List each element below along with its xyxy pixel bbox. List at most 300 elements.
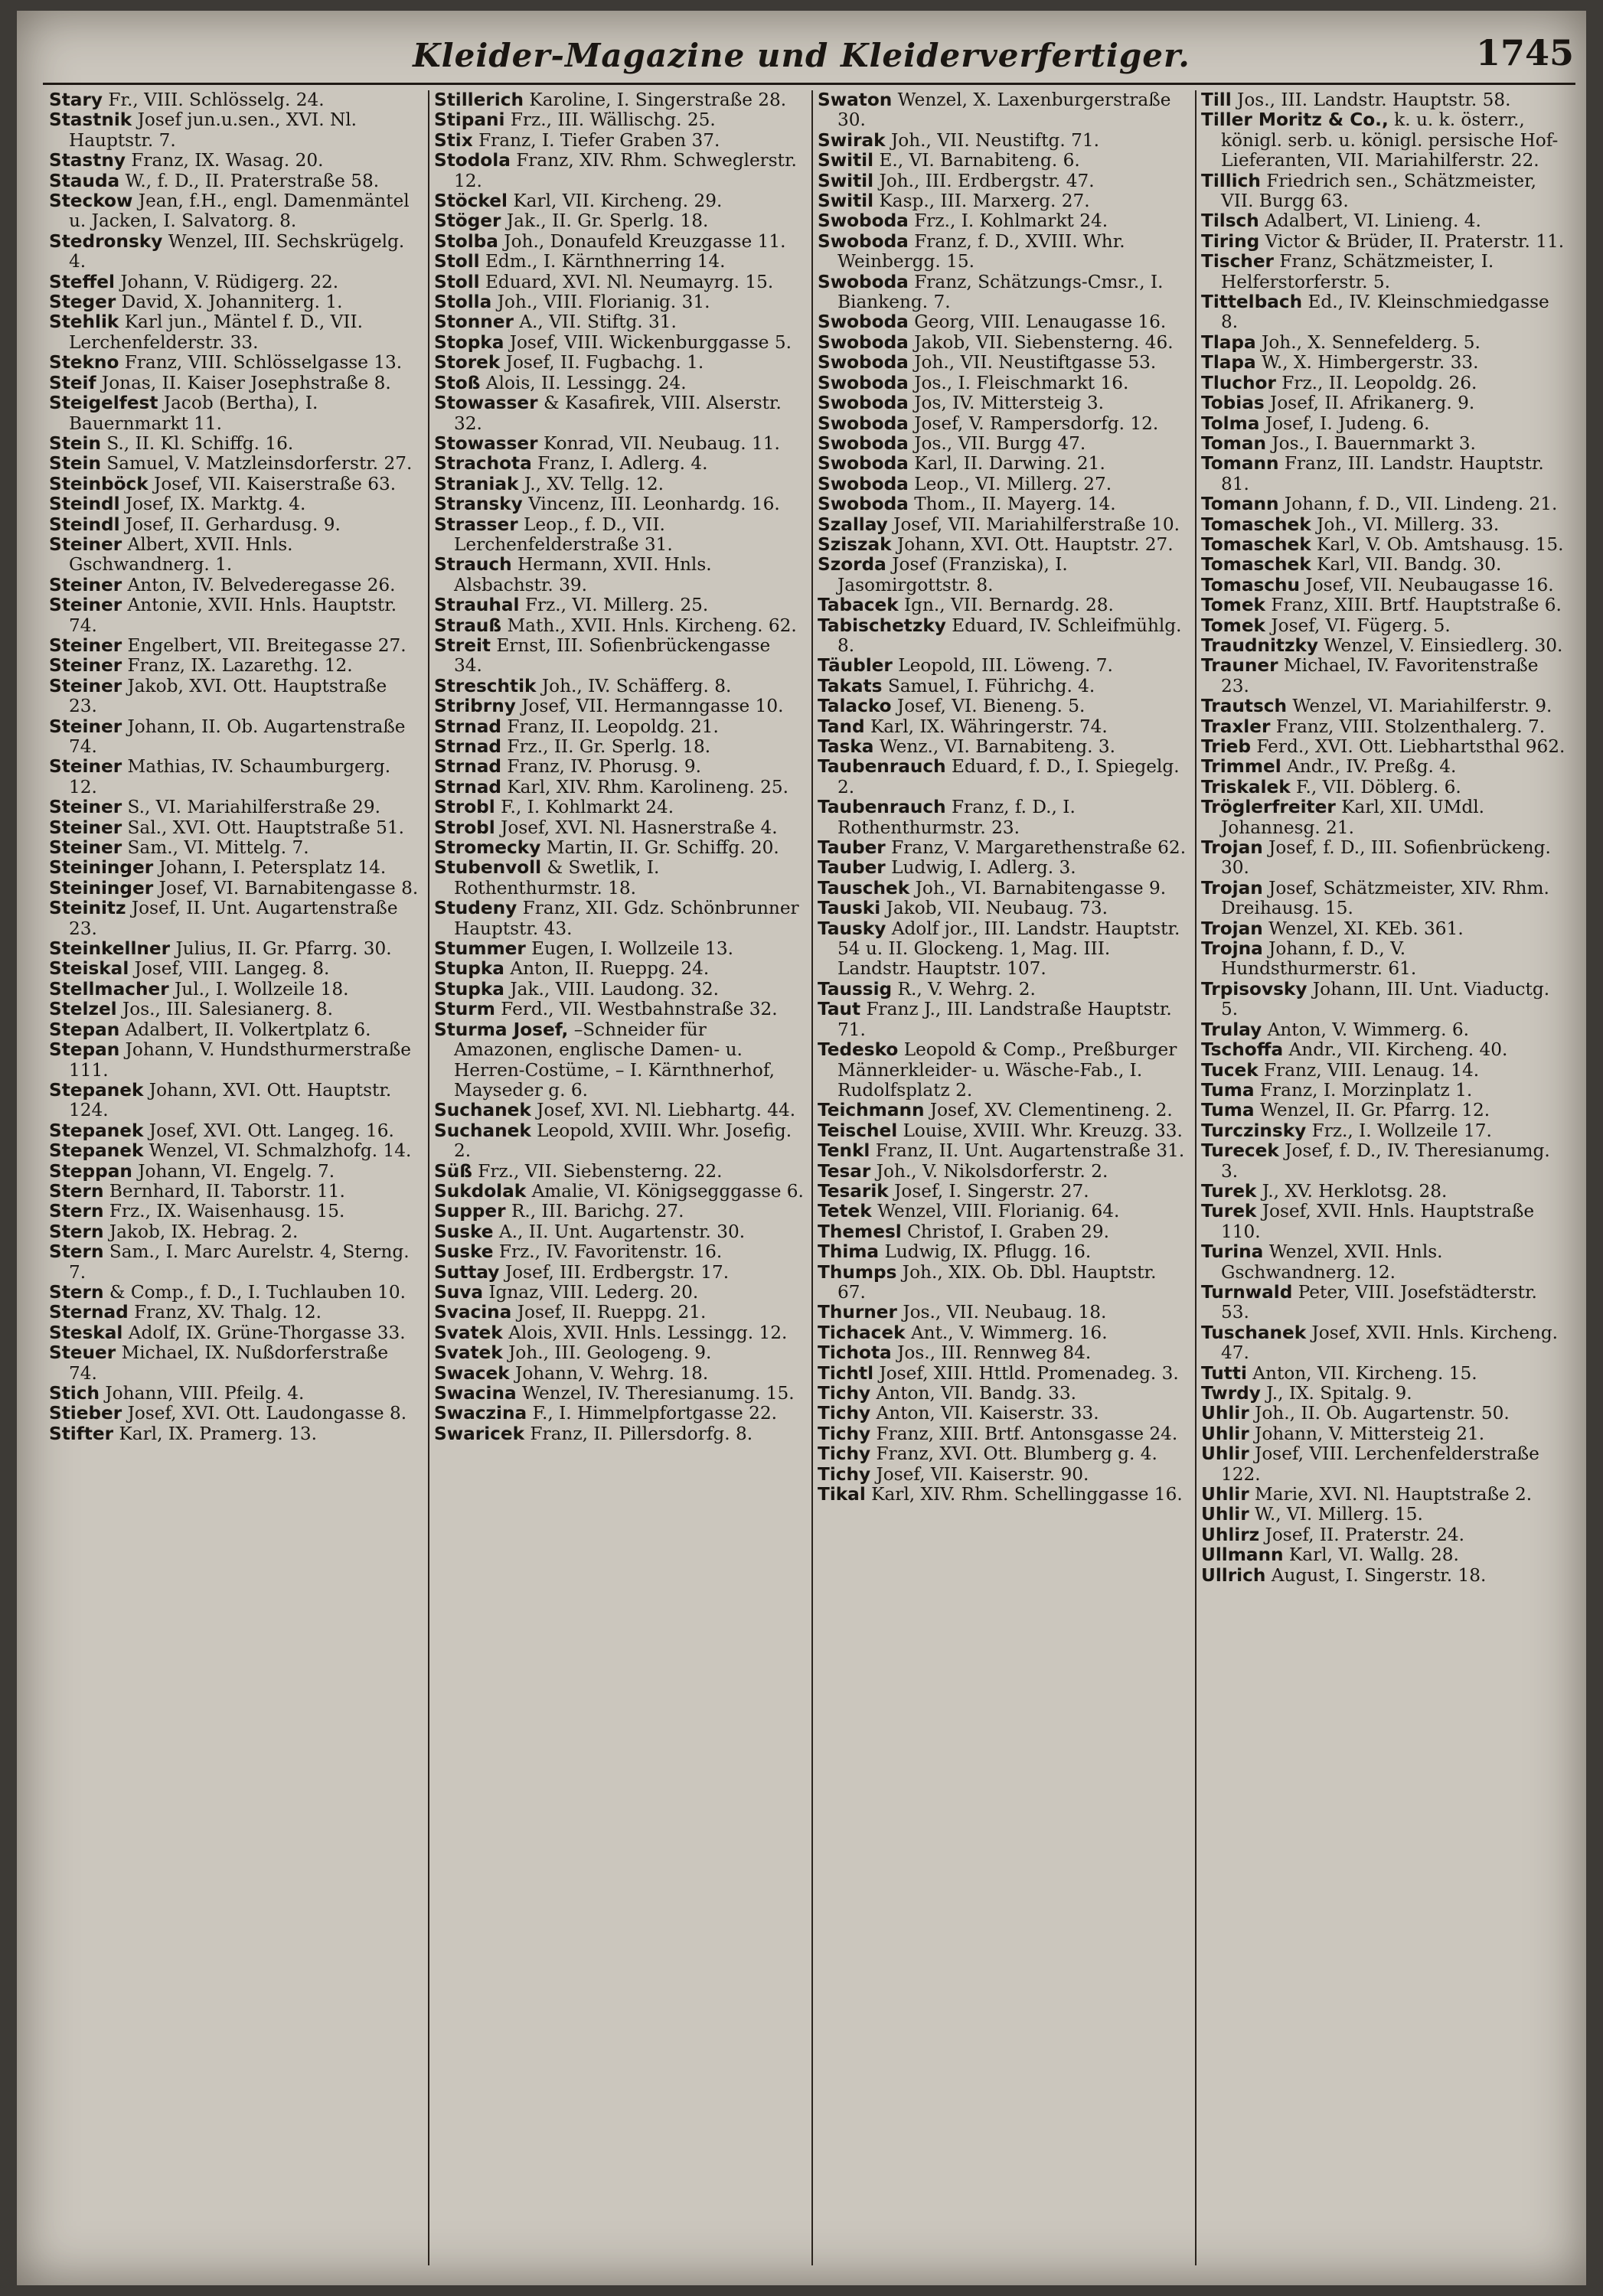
directory-entry <box>49 1182 420 1202</box>
directory-entry <box>49 879 420 899</box>
directory-entry <box>49 1222 420 1242</box>
directory-entry <box>818 1404 1187 1424</box>
directory-entry <box>434 1323 804 1343</box>
entry-name: Strnad <box>434 776 501 797</box>
entry-name: Tiring <box>1201 230 1260 252</box>
entry-name: Steckow <box>49 191 133 212</box>
directory-entry <box>818 555 1187 595</box>
entry-name: Tausky <box>818 918 886 939</box>
entry-details: Engelbert, VII. Breitegasse 27. <box>127 634 406 656</box>
directory-entry <box>434 1364 804 1384</box>
entry-details: Victor & Brüder, II. Praterstr. 11. <box>1265 230 1565 252</box>
directory-entry <box>434 131 804 151</box>
entry-name: Sziszak <box>818 533 892 555</box>
entry-name: Tauschek <box>818 877 910 899</box>
directory-entry <box>1201 778 1571 797</box>
entry-name: Tutti <box>1201 1362 1247 1384</box>
entry-name: Tauski <box>818 898 881 919</box>
directory-page <box>17 11 1586 2285</box>
entry-details: Jos, IV. Mittersteig 3. <box>914 393 1104 414</box>
entry-name: Steiner <box>49 797 122 818</box>
entry-details: Johann, V. Wehrg. 18. <box>515 1362 709 1384</box>
directory-entry <box>818 879 1187 899</box>
directory-entry <box>434 838 804 858</box>
entry-name: Switil <box>818 150 874 171</box>
entry-details: Eugen, I. Wollzeile 13. <box>531 938 733 960</box>
entry-name: Trpisovsky <box>1201 978 1308 1000</box>
entry-details: W., f. D., II. Praterstraße 58. <box>125 170 380 191</box>
entry-details: Johann, II. Ob. Augartenstraße 74. <box>69 716 406 757</box>
entry-details: R., III. Barichg. 27. <box>511 1201 684 1222</box>
entry-details: Wenzel, VI. Mariahilferstr. 9. <box>1292 696 1552 717</box>
entry-details: W., X. Himbergerstr. 33. <box>1262 352 1479 373</box>
entry-details: Leop., VI. Millerg. 27. <box>914 473 1112 494</box>
entry-name: Süß <box>434 1160 472 1182</box>
column-4 <box>1195 90 1579 2265</box>
directory-entry <box>1201 1525 1571 1545</box>
directory-entry <box>434 151 804 191</box>
entry-name: Tomek <box>1201 615 1265 636</box>
entry-name: Tomann <box>1201 494 1279 515</box>
entry-name: Stepanek <box>49 1079 144 1101</box>
entry-details: August, I. Singerstr. 18. <box>1271 1564 1487 1586</box>
entry-details: Johann, f. D., V. Hundsthurmerstr. 61. <box>1221 938 1417 980</box>
entry-name: Tauber <box>818 857 886 879</box>
entry-name: Stoll <box>434 271 480 292</box>
entry-details: Michael, IV. Favoritenstraße 23. <box>1221 655 1539 696</box>
directory-entry <box>434 1020 804 1101</box>
entry-details: Franz, XVI. Ott. Blumberg g. 4. <box>876 1443 1157 1465</box>
entry-name: Tomaschek <box>1201 533 1311 555</box>
directory-entry <box>818 1040 1187 1101</box>
directory-entry <box>1201 717 1571 737</box>
directory-entry <box>818 90 1187 131</box>
entry-details: Frz., IX. Waisenhausg. 15. <box>109 1201 345 1222</box>
entry-details: Josef, XV. Clementineng. 2. <box>929 1100 1173 1121</box>
entry-name: Stupka <box>434 958 504 980</box>
directory-entry <box>434 1384 804 1404</box>
entry-details: Karl, VII. Kircheng. 29. <box>513 191 723 212</box>
entry-details: Franz, VIII. Schlösselgasse 13. <box>124 352 403 373</box>
directory-entry <box>1201 1545 1571 1565</box>
directory-entry <box>434 555 804 595</box>
entry-name: Swoboda <box>818 473 909 494</box>
directory-entry <box>49 1040 420 1081</box>
entry-name: Swoboda <box>818 432 909 454</box>
directory-entry <box>818 191 1187 211</box>
entry-details: Wenzel, II. Gr. Pfarrg. 12. <box>1259 1100 1490 1121</box>
directory-entry <box>818 393 1187 413</box>
entry-details: Jos., I. Fleischmarkt 16. <box>914 372 1129 393</box>
entry-details: Adolf, IX. Grüne-Thorgasse 33. <box>128 1322 406 1343</box>
entry-details: Joh., VIII. Florianig. 31. <box>497 292 710 313</box>
entry-details: & Swetlik, I. Rothenthurmstr. 18. <box>454 857 660 899</box>
entry-details: Karl, XIV. Rhm. Karolineng. 25. <box>507 776 789 797</box>
entry-name: Stransky <box>434 494 523 515</box>
directory-entry <box>49 171 420 191</box>
entry-name: Steininger <box>49 877 154 899</box>
entry-details: E., VI. Barnabiteng. 6. <box>879 150 1080 171</box>
directory-entry <box>818 494 1187 514</box>
directory-entry <box>434 1121 804 1162</box>
entry-name: Tschoffa <box>1201 1039 1284 1061</box>
entry-name: Swoboda <box>818 372 909 393</box>
entry-name: Tesar <box>818 1160 871 1182</box>
entry-name: Steiner <box>49 756 122 778</box>
entry-details: Franz, XIII. Brtf. Antonsgasse 24. <box>876 1423 1178 1444</box>
entry-name: Stern <box>49 1241 104 1263</box>
entry-details: Franz, XIII. Brtf. Hauptstraße 6. <box>1271 595 1562 616</box>
entry-details: k. u. k. österr., königl. serb. u. königl. persische Hof-Lieferanten, VII. Mariahilferstr. 22. <box>1221 109 1559 171</box>
entry-name: Storek <box>434 352 501 373</box>
directory-entry <box>1201 1283 1571 1323</box>
entry-details: Wenz., VI. Barnabiteng. 3. <box>879 736 1115 757</box>
directory-entry <box>49 232 420 272</box>
entry-details: Josef, II. Unt. Augartenstraße 23. <box>69 898 398 939</box>
directory-entry <box>1201 1061 1571 1081</box>
directory-entry <box>434 1222 804 1242</box>
directory-entry <box>434 1162 804 1182</box>
entry-details: Marie, XVI. Nl. Hauptstraße 2. <box>1255 1484 1533 1505</box>
directory-entry <box>434 272 804 292</box>
entry-details: Alois, II. Lessingg. 24. <box>485 372 687 393</box>
directory-entry <box>434 1424 804 1444</box>
entry-details: Josef, XIII. Httld. Promenadeg. 3. <box>879 1362 1179 1384</box>
directory-entry <box>49 939 420 959</box>
directory-entry <box>49 1020 420 1040</box>
directory-entry <box>1201 879 1571 919</box>
entry-name: Stupka <box>434 978 504 1000</box>
directory-entry <box>49 535 420 576</box>
entry-details: Josef, II. Rueppg. 21. <box>517 1302 707 1323</box>
entry-details: Ign., VII. Bernardg. 28. <box>904 595 1114 616</box>
directory-entry <box>1201 1323 1571 1364</box>
entry-details: Alois, XVII. Hnls. Lessingg. 12. <box>508 1322 788 1343</box>
entry-name: Steiner <box>49 675 122 696</box>
directory-entry <box>1201 353 1571 373</box>
entry-name: Ullmann <box>1201 1544 1284 1566</box>
entry-name: Strasser <box>434 514 518 535</box>
entry-details: Josef, I. Judeng. 6. <box>1265 413 1430 434</box>
entry-name: Szallay <box>818 514 888 535</box>
entry-details: Leop., f. D., VII. Lerchenfelderstraße 31. <box>454 514 673 555</box>
directory-entry <box>818 1162 1187 1182</box>
entry-details: Eduard, IV. Schleifmühlg. 8. <box>837 615 1182 656</box>
entry-details: Jos., I. Bauernmarkt 3. <box>1272 432 1476 454</box>
entry-name: Tichota <box>818 1342 892 1364</box>
entry-details: Leopold, III. Löweng. 7. <box>898 655 1113 677</box>
entry-name: Trulay <box>1201 1019 1262 1040</box>
entry-details: Jos., VII. Burgg 47. <box>914 432 1086 454</box>
entry-name: Stepanek <box>49 1140 144 1162</box>
entry-name: Suttay <box>434 1261 500 1283</box>
directory-entry <box>434 778 804 797</box>
entry-details: A., VII. Stiftg. 31. <box>519 311 677 333</box>
entry-name: Tlapa <box>1201 352 1256 373</box>
directory-entry <box>818 1222 1187 1242</box>
entry-details: Joh., Donaufeld Kreuzgasse 11. <box>504 230 786 252</box>
directory-entry <box>818 1202 1187 1221</box>
entry-details: Josef, Schätzmeister, XIV. Rhm. Dreihausg. 15. <box>1221 877 1549 919</box>
entry-name: Tedesko <box>818 1039 899 1061</box>
directory-entry <box>1201 919 1571 939</box>
directory-entry <box>1201 1182 1571 1202</box>
directory-entry <box>818 1364 1187 1384</box>
entry-details: Jakob, VII. Neubaug. 73. <box>886 898 1108 919</box>
entry-details: Louise, XVIII. Whr. Kreuzg. 33. <box>903 1120 1183 1141</box>
entry-details: Edm., I. Kärnthnerring 14. <box>485 251 726 272</box>
directory-entry <box>1201 110 1571 171</box>
entry-name: Strauhal <box>434 595 520 616</box>
entry-details: Franz, XV. Thalg. 12. <box>134 1302 322 1323</box>
directory-entry <box>49 434 420 454</box>
entry-name: Tuma <box>1201 1079 1255 1101</box>
entry-details: Frz., I. Wollzeile 17. <box>1311 1120 1492 1141</box>
page-title: Kleider-Magazine und Kleiderverfertiger. <box>413 37 1190 74</box>
directory-entry <box>1201 535 1571 555</box>
entry-details: Josef, VI. Fügerg. 5. <box>1271 615 1451 636</box>
entry-name: Twrdy <box>1201 1383 1261 1404</box>
entry-details: Josef, IX. Marktg. 4. <box>125 494 306 515</box>
entry-name: Tlapa <box>1201 331 1256 353</box>
entry-details: Franz, V. Margarethenstraße 62. <box>891 837 1187 859</box>
directory-entry <box>434 1283 804 1303</box>
directory-entry <box>818 333 1187 353</box>
entry-details: F., VII. Döblerg. 6. <box>1296 776 1461 797</box>
directory-entry <box>49 838 420 858</box>
entry-details: Jonas, II. Kaiser Josephstraße 8. <box>101 372 391 393</box>
entry-details: Wenzel, VI. Schmalzhofg. 14. <box>149 1140 412 1162</box>
entry-name: Stowasser <box>434 393 538 414</box>
entry-name: Stern <box>49 1281 104 1303</box>
entry-name: Steigelfest <box>49 393 158 414</box>
entry-name: Stary <box>49 90 103 110</box>
entry-details: Ferd., XVI. Ott. Liebhartsthal 962. <box>1256 736 1565 757</box>
entry-name: Uhlir <box>1201 1484 1249 1505</box>
entry-name: Tolma <box>1201 413 1260 434</box>
entry-details: Franz, II. Unt. Augartenstraße 31. <box>875 1140 1185 1162</box>
directory-entry <box>434 1101 804 1120</box>
entry-name: Till <box>1201 90 1232 110</box>
entry-name: Swoboda <box>818 311 909 333</box>
directory-entry <box>434 757 804 777</box>
entry-details: Sal., XVI. Ott. Hauptstraße 51. <box>127 817 405 838</box>
directory-entry <box>1201 373 1571 393</box>
entry-details: Joh., VI. Barnabitengasse 9. <box>915 877 1167 899</box>
entry-details: Jakob, VII. Siebensterng. 46. <box>914 331 1174 353</box>
entry-details: Jak., VIII. Laudong. 32. <box>510 978 719 1000</box>
columns <box>44 90 1579 2265</box>
entry-name: Stein <box>49 432 101 454</box>
directory-entry <box>49 454 420 474</box>
directory-entry <box>1201 656 1571 696</box>
directory-entry <box>49 515 420 535</box>
entry-details: Ernst, III. Sofienbrückengasse 34. <box>454 634 771 677</box>
entry-details: Joh., III. Geologeng. 9. <box>508 1342 712 1364</box>
entry-details: Franz, VIII. Stolzenthalerg. 7. <box>1275 716 1546 737</box>
directory-entry <box>818 414 1187 434</box>
entry-details: Josef (Franziska), I. Jasomirgottstr. 8. <box>837 554 1068 595</box>
entry-name: Swoboda <box>818 413 909 434</box>
directory-entry <box>49 393 420 434</box>
entry-name: Steiner <box>49 595 122 616</box>
directory-entry <box>1201 1101 1571 1120</box>
directory-entry <box>1201 980 1571 1020</box>
directory-entry <box>434 110 804 130</box>
entry-name: Stöger <box>434 210 501 232</box>
directory-entry <box>49 1000 420 1019</box>
directory-entry <box>818 434 1187 454</box>
entry-name: Stekno <box>49 352 119 373</box>
directory-entry <box>1201 1404 1571 1424</box>
entry-name: Tucek <box>1201 1059 1259 1081</box>
directory-entry <box>434 454 804 474</box>
entry-details: Josef, II. Praterstr. 24. <box>1265 1524 1464 1545</box>
directory-entry <box>434 1202 804 1221</box>
entry-details: Joh., X. Sennefelderg. 5. <box>1262 331 1481 353</box>
directory-entry <box>434 312 804 332</box>
entry-name: Turek <box>1201 1201 1257 1222</box>
entry-name: Traxler <box>1201 716 1271 737</box>
entry-details: Jakob, IX. Hebrag. 2. <box>109 1221 299 1242</box>
directory-entry <box>818 737 1187 757</box>
entry-details: Franz, Schätzungs-Cmsr., I. Biankeng. 7. <box>837 271 1164 313</box>
directory-entry <box>818 1424 1187 1444</box>
entry-name: Swoboda <box>818 352 909 373</box>
entry-name: Tichy <box>818 1423 871 1444</box>
directory-entry <box>434 1303 804 1322</box>
entry-details: Franz, I. Adlerg. 4. <box>537 453 708 475</box>
entry-details: Josef jun.u.sen., XVI. Nl. Hauptstr. 7. <box>69 109 357 151</box>
entry-name: Steiner <box>49 533 122 555</box>
entry-name: Steppan <box>49 1160 132 1182</box>
entry-name: Stöckel <box>434 191 508 212</box>
entry-details: & Kasafirek, VIII. Alserstr. 32. <box>454 393 782 434</box>
entry-name: Stedronsky <box>49 230 163 252</box>
entry-details: Martin, II. Gr. Schiffg. 20. <box>546 837 779 859</box>
directory-entry <box>1201 292 1571 333</box>
entry-name: Swoboda <box>818 331 909 353</box>
directory-entry <box>434 818 804 838</box>
directory-entry <box>49 576 420 595</box>
directory-entry <box>49 1424 420 1444</box>
entry-details: A., II. Unt. Augartenstr. 30. <box>498 1221 746 1242</box>
directory-entry <box>434 1343 804 1363</box>
entry-name: Swirak <box>818 129 886 151</box>
directory-entry <box>818 838 1187 858</box>
entry-details: Josef, XVI. Nl. Liebhartg. 44. <box>537 1100 796 1121</box>
directory-entry <box>434 434 804 454</box>
directory-entry <box>818 232 1187 272</box>
entry-name: Tichy <box>818 1383 871 1404</box>
entry-details: Hermann, XVII. Hnls. Alsbachstr. 39. <box>454 554 712 595</box>
directory-entry <box>434 353 804 373</box>
directory-entry <box>818 757 1187 797</box>
directory-entry <box>434 959 804 979</box>
entry-details: Franz, Schätzmeister, I. Helferstorferstr. 5. <box>1221 251 1494 292</box>
entry-details: Johann, VI. Engelg. 7. <box>138 1160 335 1182</box>
entry-name: Thima <box>818 1241 880 1263</box>
directory-entry <box>1201 838 1571 879</box>
entry-details: Jos., VII. Neubaug. 18. <box>903 1302 1107 1323</box>
entry-details: Andr., IV. Preßg. 4. <box>1287 756 1457 778</box>
directory-entry <box>1201 434 1571 454</box>
entry-details: Franz, I. Tiefer Graben 37. <box>478 129 720 151</box>
entry-details: Albert, XVII. Hnls. Gschwandnerg. 1. <box>69 533 293 576</box>
entry-details: Peter, VIII. Josefstädterstr. 53. <box>1221 1281 1537 1323</box>
directory-entry <box>434 393 804 434</box>
entry-name: Stich <box>49 1383 100 1404</box>
directory-entry <box>49 494 420 514</box>
entry-details: J., IX. Spitalg. 9. <box>1266 1383 1412 1404</box>
entry-name: Turnwald <box>1201 1281 1293 1303</box>
entry-name: Uhlir <box>1201 1403 1249 1424</box>
entry-name: Tluchor <box>1201 372 1276 393</box>
directory-entry <box>1201 1040 1571 1060</box>
entry-name: Stromecky <box>434 837 541 859</box>
entry-details: Eduard, XVI. Nl. Neumayrg. 15. <box>485 271 774 292</box>
entry-name: Straniak <box>434 473 519 494</box>
directory-entry <box>434 595 804 615</box>
entry-name: Swacek <box>434 1362 510 1384</box>
entry-name: Stellmacher <box>49 978 169 1000</box>
entry-name: Tichtl <box>818 1362 874 1384</box>
entry-name: Stoll <box>434 251 480 272</box>
entry-details: Wenzel, V. Einsiedlerg. 30. <box>1324 634 1563 656</box>
directory-entry <box>434 191 804 211</box>
entry-details: Adolf jor., III. Landstr. Hauptstr. 54 u. II. Glockeng. 1, Mag. III. Landstr. Hauptstr. 107. <box>837 918 1180 980</box>
entry-name: Trauner <box>1201 655 1278 677</box>
entry-name: Turecek <box>1201 1140 1279 1162</box>
entry-details: Josef, XVI. Ott. Laudongasse 8. <box>127 1403 407 1424</box>
directory-entry <box>1201 333 1571 353</box>
entry-name: Steiner <box>49 837 122 859</box>
entry-name: Tesarik <box>818 1180 889 1202</box>
directory-entry <box>49 312 420 353</box>
entry-name: Swoboda <box>818 494 909 515</box>
entry-details: J., XV. Tellg. 12. <box>524 473 664 494</box>
entry-details: Joh., VII. Neustiftg. 71. <box>890 129 1099 151</box>
entry-details: Johann, I. Petersplatz 14. <box>158 857 387 879</box>
directory-entry <box>49 1303 420 1322</box>
entry-details: Josef, I. Singerstr. 27. <box>894 1180 1089 1202</box>
entry-name: Teischel <box>818 1120 898 1141</box>
directory-entry <box>49 959 420 979</box>
entry-details: Franz, IX. Lazarethg. 12. <box>127 655 353 677</box>
entry-details: Ed., IV. Kleinschmiedgasse 8. <box>1221 292 1549 333</box>
entry-details: Christof, I. Graben 29. <box>907 1221 1110 1242</box>
entry-name: Stonner <box>434 311 514 333</box>
entry-name: Triskalek <box>1201 776 1291 797</box>
entry-details: Joh., II. Ob. Augartenstr. 50. <box>1255 1403 1510 1424</box>
directory-entry <box>434 1000 804 1019</box>
entry-name: Stern <box>49 1201 104 1222</box>
entry-name: Sturm <box>434 999 495 1020</box>
directory-entry <box>1201 939 1571 980</box>
entry-details: Thom., II. Mayerg. 14. <box>914 494 1116 515</box>
directory-entry <box>1201 576 1571 595</box>
entry-name: Steiner <box>49 817 122 838</box>
directory-entry <box>49 980 420 1000</box>
entry-details: Amalie, VI. Königsegggasse 6. <box>531 1180 804 1202</box>
entry-name: Stowasser <box>434 432 538 454</box>
entry-name: Steffel <box>49 271 115 292</box>
directory-entry <box>49 475 420 494</box>
directory-entry <box>818 475 1187 494</box>
entry-details: F., I. Kohlmarkt 24. <box>501 797 674 818</box>
entry-details: Karl, VI. Wallg. 28. <box>1288 1544 1459 1566</box>
directory-entry <box>818 1485 1187 1505</box>
